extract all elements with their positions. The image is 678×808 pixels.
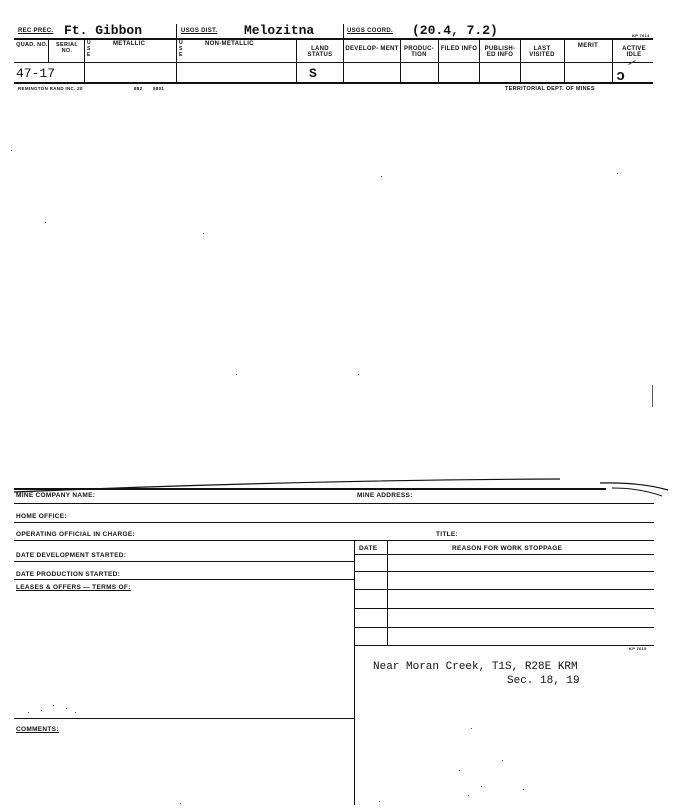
col-merit: MERIT xyxy=(577,43,599,49)
speck xyxy=(236,374,237,375)
form-top-edge xyxy=(0,470,678,500)
leases-offers-label: LEASES & OFFERS — TERMS OF: xyxy=(16,584,131,591)
col-use-metallic: USE xyxy=(87,40,91,58)
divider xyxy=(48,38,49,62)
imprint-code-2: 5801 xyxy=(153,86,165,91)
title-label: TITLE: xyxy=(436,531,459,538)
speck xyxy=(381,176,382,177)
usgs-dist-label: USGS DIST. xyxy=(181,28,218,34)
col-non-metallic: NON-METALLIC xyxy=(205,41,254,47)
divider xyxy=(354,645,654,646)
speck xyxy=(75,712,76,713)
form-number: KP 7614 xyxy=(632,33,650,38)
divider xyxy=(84,38,85,82)
rec-prec-value: Ft. Gibbon xyxy=(64,23,143,38)
location-line-1: Near Moran Creek, T1S, R28E KRM xyxy=(373,661,578,673)
reason-header: REASON FOR WORK STOPPAGE xyxy=(452,545,563,552)
divider xyxy=(354,554,654,555)
divider xyxy=(296,38,297,82)
col-filed-info: FILED INFO xyxy=(440,46,478,52)
imprint-code-1: 882 xyxy=(134,86,143,91)
location-line-2: Sec. 18, 19 xyxy=(507,675,580,687)
speck xyxy=(45,222,46,223)
divider xyxy=(343,38,344,82)
divider xyxy=(14,579,354,580)
divider xyxy=(354,589,654,590)
col-serial-no: SERIAL NO. xyxy=(56,42,78,54)
speck xyxy=(617,173,618,174)
speck xyxy=(66,708,67,709)
operating-official-label: OPERATING OFFICIAL IN CHARGE: xyxy=(16,531,135,538)
col-last-visited: LAST VISITED xyxy=(529,46,555,58)
speck xyxy=(358,374,359,375)
speck xyxy=(28,712,29,713)
speck xyxy=(379,801,380,802)
divider xyxy=(612,38,613,82)
divider xyxy=(176,38,177,82)
col-land-status: LAND STATUS xyxy=(307,46,333,58)
speck xyxy=(523,789,524,790)
col-use-nonmetallic: USE xyxy=(179,40,183,58)
speck xyxy=(180,803,181,804)
speck xyxy=(203,233,204,234)
divider xyxy=(400,38,401,82)
divider xyxy=(14,561,354,562)
home-office-label: HOME OFFICE: xyxy=(16,513,67,520)
printer-imprint: REMINGTON RAND INC. 20 xyxy=(18,86,83,91)
divider xyxy=(354,540,355,645)
form-number-2: KP 7615 xyxy=(629,646,647,651)
divider xyxy=(14,718,354,719)
divider xyxy=(176,24,177,38)
rec-prec-label: REC PREC. xyxy=(18,28,54,34)
divider xyxy=(14,522,654,523)
col-development: DEVELOP- MENT xyxy=(345,46,399,52)
speck xyxy=(468,795,469,796)
date-header: DATE xyxy=(359,545,378,552)
land-status-value: S xyxy=(309,66,317,81)
mine-address-label: MINE ADDRESS: xyxy=(357,492,413,499)
divider xyxy=(14,488,606,490)
speck xyxy=(481,786,482,787)
department-name: TERRITORIAL DEPT. OF MINES xyxy=(505,86,595,92)
speck xyxy=(502,760,503,761)
divider xyxy=(14,503,654,504)
col-published-info: PUBLISH- ED INFO xyxy=(484,46,516,58)
edge-mark xyxy=(652,385,653,407)
col-quad-no: QUAD. NO. xyxy=(16,42,48,48)
column-header-rule xyxy=(14,62,653,63)
record-bottom-rule xyxy=(14,82,653,84)
speck xyxy=(53,705,54,706)
speck xyxy=(11,150,12,151)
active-idle-mark: ↄ xyxy=(616,68,626,85)
col-production: PRODUC- TION xyxy=(403,46,435,58)
col-metallic: METALLIC xyxy=(113,41,146,47)
divider xyxy=(438,38,439,82)
divider xyxy=(387,540,388,645)
speck xyxy=(459,770,460,771)
header-rule xyxy=(14,38,653,40)
date-production-started-label: DATE PRODUCTION STARTED: xyxy=(16,571,121,578)
divider xyxy=(14,540,654,541)
divider xyxy=(479,38,480,82)
speck xyxy=(41,710,42,711)
divider xyxy=(354,627,654,628)
divider xyxy=(354,571,654,572)
usgs-coord-label: USGS COORD. xyxy=(347,28,393,34)
usgs-coord-value: (20.4, 7.2) xyxy=(412,23,498,38)
date-development-started-label: DATE DEVELOPMENT STARTED: xyxy=(16,552,127,559)
mine-company-name-label: MINE COMPANY NAME: xyxy=(16,492,96,499)
divider xyxy=(354,645,355,805)
col-active-idle: ACTIVE IDLE xyxy=(622,46,646,58)
comments-label: COMMENTS: xyxy=(16,726,59,733)
divider xyxy=(343,24,344,38)
usgs-dist-value: Melozitna xyxy=(244,23,315,38)
speck xyxy=(471,728,472,729)
quad-serial-value: 47-17 xyxy=(16,66,56,81)
divider xyxy=(520,38,521,82)
divider xyxy=(354,608,654,609)
